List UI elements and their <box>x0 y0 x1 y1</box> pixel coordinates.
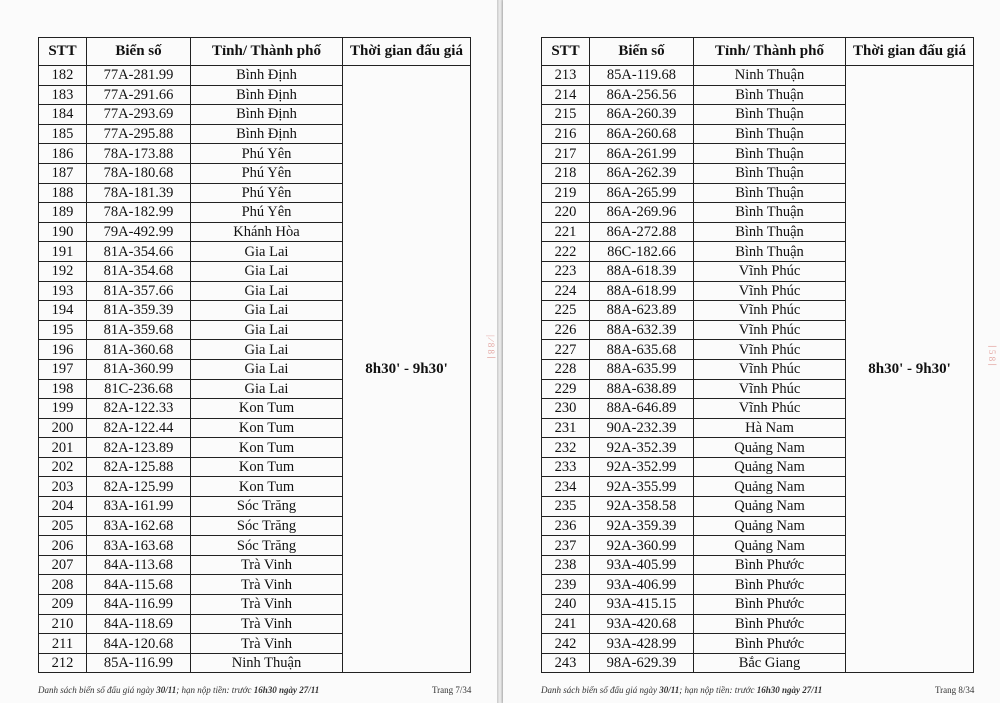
cell-province: Vĩnh Phúc <box>694 379 846 399</box>
cell-plate: 81A-354.66 <box>87 242 191 262</box>
cell-province: Bình Thuận <box>694 183 846 203</box>
cell-province: Bình Thuận <box>694 222 846 242</box>
header-province: Tỉnh/ Thành phố <box>694 38 846 66</box>
cell-stt: 205 <box>39 516 87 536</box>
cell-plate: 88A-638.89 <box>590 379 694 399</box>
cell-plate: 93A-406.99 <box>590 575 694 595</box>
cell-plate: 77A-281.99 <box>87 66 191 86</box>
cell-stt: 230 <box>542 399 590 419</box>
cell-stt: 195 <box>39 320 87 340</box>
cell-stt: 197 <box>39 359 87 379</box>
cell-province: Bình Định <box>191 124 343 144</box>
footer-prefix: Danh sách biển số đấu giá ngày <box>38 685 157 695</box>
cell-province: Phú Yên <box>191 163 343 183</box>
cell-province: Bình Định <box>191 85 343 105</box>
cell-plate: 83A-163.68 <box>87 536 191 556</box>
cell-stt: 214 <box>542 85 590 105</box>
cell-stt: 185 <box>39 124 87 144</box>
cell-province: Vĩnh Phúc <box>694 261 846 281</box>
cell-province: Trà Vinh <box>191 595 343 615</box>
cell-stt: 188 <box>39 183 87 203</box>
cell-province: Kon Tum <box>191 399 343 419</box>
cell-plate: 90A-232.39 <box>590 418 694 438</box>
cell-stt: 201 <box>39 438 87 458</box>
cell-plate: 84A-115.68 <box>87 575 191 595</box>
cell-province: Bình Phước <box>694 614 846 634</box>
cell-plate: 82A-125.99 <box>87 477 191 497</box>
cell-plate: 86A-260.68 <box>590 124 694 144</box>
cell-plate: 81A-359.39 <box>87 301 191 321</box>
cell-plate: 77A-295.88 <box>87 124 191 144</box>
cell-province: Bình Thuận <box>694 144 846 164</box>
cell-province: Bình Thuận <box>694 203 846 223</box>
cell-province: Bình Thuận <box>694 242 846 262</box>
cell-stt: 190 <box>39 222 87 242</box>
cell-province: Quảng Nam <box>694 477 846 497</box>
cell-province: Gia Lai <box>191 320 343 340</box>
cell-province: Ninh Thuận <box>191 653 343 673</box>
cell-plate: 85A-116.99 <box>87 653 191 673</box>
cell-stt: 237 <box>542 536 590 556</box>
cell-plate: 93A-428.99 <box>590 634 694 654</box>
cell-stt: 219 <box>542 183 590 203</box>
cell-stt: 192 <box>39 261 87 281</box>
footer-date: 30/11 <box>659 685 680 695</box>
cell-plate: 93A-415.15 <box>590 595 694 615</box>
cell-stt: 223 <box>542 261 590 281</box>
cell-province: Vĩnh Phúc <box>694 281 846 301</box>
cell-plate: 93A-420.68 <box>590 614 694 634</box>
cell-province: Sóc Trăng <box>191 497 343 517</box>
cell-province: Bình Định <box>191 105 343 125</box>
cell-stt: 216 <box>542 124 590 144</box>
cell-province: Kon Tum <box>191 438 343 458</box>
cell-plate: 92A-359.39 <box>590 516 694 536</box>
footer-deadline: 16h30 ngày 27/11 <box>253 685 320 695</box>
cell-stt: 200 <box>39 418 87 438</box>
cell-plate: 92A-355.99 <box>590 477 694 497</box>
cell-province: Vĩnh Phúc <box>694 340 846 360</box>
footer-prefix: Danh sách biển số đấu giá ngày <box>541 685 660 695</box>
cell-stt: 196 <box>39 340 87 360</box>
cell-province: Phú Yên <box>191 203 343 223</box>
cell-province: Gia Lai <box>191 301 343 321</box>
cell-province: Bình Phước <box>694 634 846 654</box>
cell-stt: 226 <box>542 320 590 340</box>
cell-stt: 241 <box>542 614 590 634</box>
cell-stt: 198 <box>39 379 87 399</box>
footer-note <box>38 685 319 695</box>
cell-stt: 240 <box>542 595 590 615</box>
cell-stt: 232 <box>542 438 590 458</box>
cell-stt: 242 <box>542 634 590 654</box>
cell-province: Bình Phước <box>694 555 846 575</box>
cell-plate: 88A-618.99 <box>590 281 694 301</box>
cell-plate: 86A-265.99 <box>590 183 694 203</box>
cell-province: Kon Tum <box>191 418 343 438</box>
cell-plate: 84A-113.68 <box>87 555 191 575</box>
cell-plate: 84A-118.69 <box>87 614 191 634</box>
cell-plate: 79A-492.99 <box>87 222 191 242</box>
cell-province: Bình Phước <box>694 595 846 615</box>
cell-province: Quảng Nam <box>694 536 846 556</box>
cell-plate: 85A-119.68 <box>590 66 694 86</box>
footer-middle: ; hạn nộp tiền: trước <box>679 685 757 695</box>
cell-province: Kon Tum <box>191 457 343 477</box>
cell-stt: 228 <box>542 359 590 379</box>
cell-stt: 186 <box>39 144 87 164</box>
cell-plate: 86A-261.99 <box>590 144 694 164</box>
table-header-row <box>39 38 471 66</box>
cell-province: Trà Vinh <box>191 555 343 575</box>
page-number: Trang 7/34 <box>432 685 472 695</box>
cell-province: Trà Vinh <box>191 575 343 595</box>
cell-plate: 98A-629.39 <box>590 653 694 673</box>
cell-stt: 189 <box>39 203 87 223</box>
cell-plate: 86A-260.39 <box>590 105 694 125</box>
cell-province: Trà Vinh <box>191 634 343 654</box>
cell-stt: 204 <box>39 497 87 517</box>
footer-deadline: 16h30 ngày 27/11 <box>756 685 823 695</box>
cell-plate: 88A-623.89 <box>590 301 694 321</box>
cell-stt: 243 <box>542 653 590 673</box>
cell-stt: 235 <box>542 497 590 517</box>
cell-province: Vĩnh Phúc <box>694 301 846 321</box>
header-province: Tỉnh/ Thành phố <box>191 38 343 66</box>
cell-stt: 203 <box>39 477 87 497</box>
cell-plate: 84A-116.99 <box>87 595 191 615</box>
cell-province: Hà Nam <box>694 418 846 438</box>
cell-stt: 217 <box>542 144 590 164</box>
table-row <box>39 66 471 86</box>
cell-province: Bình Định <box>191 66 343 86</box>
cell-stt: 227 <box>542 340 590 360</box>
cell-plate: 92A-352.39 <box>590 438 694 458</box>
cell-plate: 81A-354.68 <box>87 261 191 281</box>
cell-plate: 82A-123.89 <box>87 438 191 458</box>
cell-plate: 81C-236.68 <box>87 379 191 399</box>
cell-plate: 86A-269.96 <box>590 203 694 223</box>
cell-plate: 92A-352.99 <box>590 457 694 477</box>
header-plate: Biển số <box>87 38 191 66</box>
cell-province: Quảng Nam <box>694 516 846 536</box>
cell-province: Gia Lai <box>191 340 343 360</box>
cell-stt: 209 <box>39 595 87 615</box>
cell-plate: 81A-360.99 <box>87 359 191 379</box>
cell-province: Gia Lai <box>191 359 343 379</box>
cell-plate: 83A-162.68 <box>87 516 191 536</box>
cell-province: Khánh Hòa <box>191 222 343 242</box>
cell-plate: 92A-358.58 <box>590 497 694 517</box>
cell-plate: 78A-181.39 <box>87 183 191 203</box>
cell-stt: 207 <box>39 555 87 575</box>
cell-plate: 86A-256.56 <box>590 85 694 105</box>
cell-stt: 236 <box>542 516 590 536</box>
cell-plate: 82A-122.33 <box>87 399 191 419</box>
cell-stt: 202 <box>39 457 87 477</box>
cell-stt: 221 <box>542 222 590 242</box>
header-time: Thời gian đấu giá <box>846 38 974 66</box>
cell-plate: 88A-646.89 <box>590 399 694 419</box>
cell-stt: 220 <box>542 203 590 223</box>
cell-plate: 88A-632.39 <box>590 320 694 340</box>
header-stt: STT <box>39 38 87 66</box>
cell-stt: 213 <box>542 66 590 86</box>
cell-province: Bình Thuận <box>694 124 846 144</box>
table-row <box>542 66 974 86</box>
cell-stt: 199 <box>39 399 87 419</box>
cell-stt: 210 <box>39 614 87 634</box>
cell-plate: 82A-125.88 <box>87 457 191 477</box>
cell-plate: 88A-635.99 <box>590 359 694 379</box>
header-plate: Biển số <box>590 38 694 66</box>
footer-date: 30/11 <box>156 685 177 695</box>
cell-province: Vĩnh Phúc <box>694 320 846 340</box>
cell-plate: 84A-120.68 <box>87 634 191 654</box>
cell-province: Gia Lai <box>191 242 343 262</box>
plate-table-left <box>38 37 471 673</box>
cell-stt: 215 <box>542 105 590 125</box>
cell-province: Quảng Nam <box>694 457 846 477</box>
cell-plate: 88A-635.68 <box>590 340 694 360</box>
cell-province: Phú Yên <box>191 183 343 203</box>
cell-province: Quảng Nam <box>694 497 846 517</box>
table-header-row <box>542 38 974 66</box>
header-stt: STT <box>542 38 590 66</box>
cell-province: Gia Lai <box>191 281 343 301</box>
cell-province: Bắc Giang <box>694 653 846 673</box>
cell-stt: 211 <box>39 634 87 654</box>
cell-stt: 229 <box>542 379 590 399</box>
header-time: Thời gian đấu giá <box>343 38 471 66</box>
cell-stt: 183 <box>39 85 87 105</box>
cell-stt: 225 <box>542 301 590 321</box>
cell-stt: 184 <box>39 105 87 125</box>
cell-plate: 86C-182.66 <box>590 242 694 262</box>
cell-plate: 78A-182.99 <box>87 203 191 223</box>
stamp-mark: | ∕ 8 8 ∣ <box>486 335 496 359</box>
cell-plate: 92A-360.99 <box>590 536 694 556</box>
cell-plate: 77A-291.66 <box>87 85 191 105</box>
plate-table-right <box>541 37 974 673</box>
cell-auction-time: 8h30' - 9h30' <box>343 66 471 673</box>
cell-plate: 81A-360.68 <box>87 340 191 360</box>
cell-province: Bình Phước <box>694 575 846 595</box>
cell-province: Sóc Trăng <box>191 516 343 536</box>
cell-stt: 193 <box>39 281 87 301</box>
cell-plate: 81A-359.68 <box>87 320 191 340</box>
cell-province: Trà Vinh <box>191 614 343 634</box>
cell-stt: 206 <box>39 536 87 556</box>
cell-stt: 222 <box>542 242 590 262</box>
cell-province: Kon Tum <box>191 477 343 497</box>
cell-province: Gia Lai <box>191 379 343 399</box>
cell-stt: 218 <box>542 163 590 183</box>
cell-province: Quảng Nam <box>694 438 846 458</box>
cell-plate: 86A-262.39 <box>590 163 694 183</box>
cell-stt: 233 <box>542 457 590 477</box>
cell-stt: 224 <box>542 281 590 301</box>
cell-stt: 208 <box>39 575 87 595</box>
cell-plate: 86A-272.88 <box>590 222 694 242</box>
cell-stt: 194 <box>39 301 87 321</box>
cell-province: Bình Thuận <box>694 85 846 105</box>
footer-note <box>541 685 822 695</box>
footer-middle: ; hạn nộp tiền: trước <box>176 685 254 695</box>
cell-stt: 182 <box>39 66 87 86</box>
cell-stt: 231 <box>542 418 590 438</box>
cell-province: Gia Lai <box>191 261 343 281</box>
cell-stt: 212 <box>39 653 87 673</box>
document-page-right <box>503 0 1000 703</box>
cell-stt: 239 <box>542 575 590 595</box>
cell-province: Phú Yên <box>191 144 343 164</box>
cell-plate: 78A-180.68 <box>87 163 191 183</box>
cell-auction-time: 8h30' - 9h30' <box>846 66 974 673</box>
cell-plate: 82A-122.44 <box>87 418 191 438</box>
cell-plate: 77A-293.69 <box>87 105 191 125</box>
cell-stt: 187 <box>39 163 87 183</box>
cell-stt: 234 <box>542 477 590 497</box>
cell-province: Sóc Trăng <box>191 536 343 556</box>
page-number: Trang 8/34 <box>935 685 975 695</box>
stamp-mark: ∣ 5 8 ∣ <box>987 345 997 366</box>
plate-table-body-right <box>542 66 974 673</box>
cell-plate: 83A-161.99 <box>87 497 191 517</box>
cell-plate: 78A-173.88 <box>87 144 191 164</box>
cell-province: Bình Thuận <box>694 105 846 125</box>
cell-stt: 238 <box>542 555 590 575</box>
cell-province: Bình Thuận <box>694 163 846 183</box>
cell-stt: 191 <box>39 242 87 262</box>
cell-plate: 93A-405.99 <box>590 555 694 575</box>
cell-province: Vĩnh Phúc <box>694 399 846 419</box>
cell-plate: 81A-357.66 <box>87 281 191 301</box>
plate-table-body-left <box>39 66 471 673</box>
cell-province: Ninh Thuận <box>694 66 846 86</box>
cell-plate: 88A-618.39 <box>590 261 694 281</box>
document-page-left <box>0 0 497 703</box>
cell-province: Vĩnh Phúc <box>694 359 846 379</box>
